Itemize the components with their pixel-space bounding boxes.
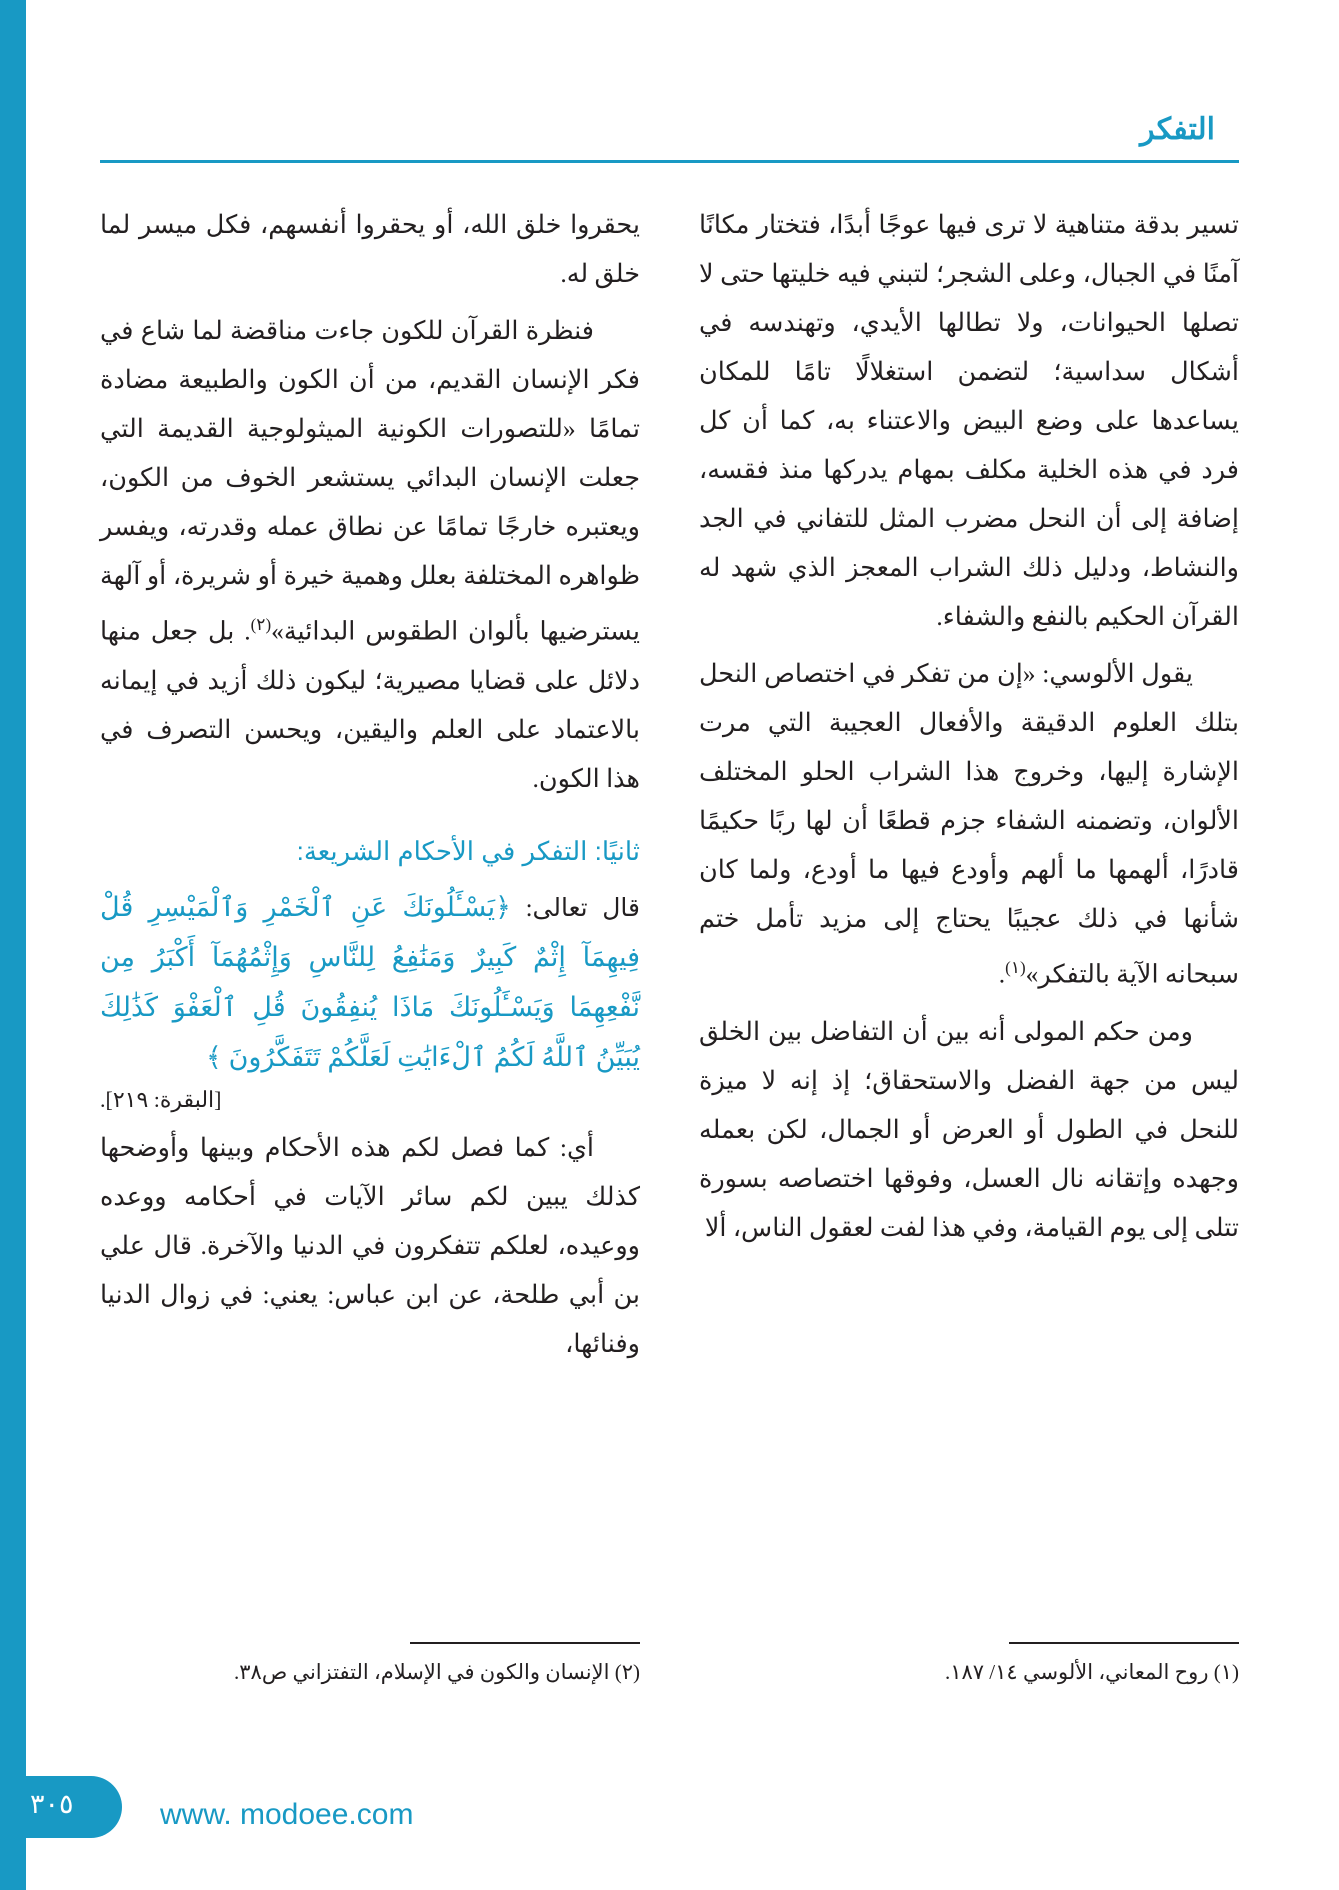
page-number: ٣٠٥ [30, 1789, 74, 1819]
verse-intro: قال تعالى: [525, 894, 640, 922]
column-right [699, 200, 1239, 1690]
footnote-block-right [699, 1628, 1239, 1690]
page-header [100, 112, 1239, 168]
footnote-marker: (١) [1005, 958, 1026, 977]
column-left [100, 200, 640, 1690]
verse-reference: [البقرة: ٢١٩]. [100, 1086, 222, 1112]
footnote-divider [1009, 1642, 1239, 1644]
header-divider [100, 160, 1239, 163]
paragraph: يقول الألوسي: «إن من تفكر في اختصاص النحل بتلك العلوم الدقيقة والأفعال العجيبة التي مرت الإشارة إليها، وخروج هذا الشراب الحلو المختلف الألوان، وتضمنه الشفاء جزم قطعًا أن لها ربًا حكيمًا قادرًا، ألهمها ما ألهم وأودع فيها ما أودع، ولما كان شأنها في ذلك عجيبًا يحتاج إلى مزيد تأمل ختم سبحانه الآية بالتفكر»$^{(١)}$. [699, 659, 1239, 989]
footnote-text: (٢) الإنسان والكون في الإسلام، التفتزاني ص٣٨. [234, 1660, 640, 1684]
paragraph: تسير بدقة متناهية لا ترى فيها عوجًا أبدًا، فتختار مكانًا آمنًا في الجبال، وعلى الشجر؛ لتبني فيه خليتها حتى لا تصلها الحيوانات، ولا تطالها الأيدي، وتهندسه في أشكال سداسية؛ لتضمن استغلالًا تامًا للمكان يساعدها على وضع البيض والاعتناء به، كما أن كل فرد في هذه الخلية مكلف بمهام يدركها منذ فقسه، إضافة إلى أن النحل مضرب المثل للتفاني في الجد والنشاط، ودليل ذلك الشراب المعجز الذي شهد له القرآن الحكيم بالنفع والشفاء. [699, 210, 1239, 631]
footnote-block-left [100, 1628, 640, 1690]
footnote-divider [410, 1642, 640, 1644]
footnote-text: (١) روح المعاني، الألوسي ١٤/ ١٨٧. [944, 1660, 1239, 1684]
verse-text: ﴿يَسْـَٔلُونَكَ عَنِ ٱلْخَمْرِ وَٱلْمَيْسِرِ قُلْ فِيهِمَآ إِثْمٌ كَبِيرٌ وَمَنَٰفِعُ لِلنَّاسِ وَإِثْمُهُمَآ أَكْبَرُ مِن نَّفْعِهِمَا وَيَسْـَٔلُونَكَ مَاذَا يُنفِقُونَ قُلِ ٱلْعَفْوَ كَذَٰلِكَ يُبَيِّنُ ٱللَّهُ لَكُمُ ٱلْءَايَٰتِ لَعَلَّكُمْ تَتَفَكَّرُونَ ﴾ [100, 891, 640, 1072]
paragraph: أي: كما فصل لكم هذه الأحكام وبينها وأوضحها كذلك يبين لكم سائر الآيات في أحكامه ووعده ووعيده، لعلكم تتفكرون في الدنيا والآخرة. قال علي بن أبي طلحة، عن ابن عباس: يعني: في زوال الدنيا وفنائها، [100, 1132, 640, 1358]
site-url[interactable]: www. modoee.com [160, 1798, 414, 1831]
page-number-badge [0, 1776, 122, 1838]
footnote-marker: (٢) [250, 615, 272, 634]
paragraph [100, 306, 640, 803]
paragraph: ومن حكم المولى أنه بين أن التفاضل بين الخلق ليس من جهة الفضل والاستحقاق؛ إذ إنه لا ميزة للنحل في الطول أو العرض أو الجمال، لكن بعمله وجهده وإتقانه نال العسل، وفوقها اختصاصه بسورة تتلى إلى يوم القيامة، وفي هذا لفت لعقول الناس، ألا [699, 1016, 1239, 1242]
page-footer [0, 1760, 1339, 1890]
content-columns [100, 200, 1239, 1690]
paragraph-text: يقول الألوسي: «إن من تفكر في اختصاص النحل بتلك العلوم الدقيقة والأفعال العجيبة التي مرت الإشارة إليها، وخروج هذا الشراب الحلو المختلف الألوان، وتضمنه الشفاء جزم قطعًا أن لها ربًا حكيمًا قادرًا، ألهمها ما ألهم وأودع فيها ما أودع، ولما كان شأنها في ذلك عجيبًا يحتاج إلى مزيد تأمل ختم سبحانه الآية بالتفكر» [699, 659, 1239, 989]
paragraph: يحقروا خلق الله، أو يحقروا أنفسهم، فكل ميسر لما خلق له. [100, 210, 640, 288]
left-accent-bar [0, 0, 26, 1890]
quran-verse [100, 883, 640, 1083]
header-title: التفكر [1140, 113, 1215, 146]
paragraph-text: فنظرة القرآن للكون جاءت مناقضة لما شاع في فكر الإنسان القديم، من أن الكون والطبيعة مضادة تمامًا «للتصورات الكونية الميثولوجية القديمة التي جعلت الإنسان البدائي يستشعر الخوف من الكون، ويعتبره خارجًا تمامًا عن نطاق عمله وقدرته، ويفسر ظواهره المختلفة بعلل وهمية خيرة أو شريرة، أو آلهة يسترضيها بألوان الطقوس البدائية» [100, 316, 640, 646]
section-subheading: ثانيًا: التفكر في الأحكام الشريعة: [296, 835, 640, 866]
paragraph-tail: . بل جعل منها دلائل على قضايا مصيرية؛ ليكون ذلك أزيد في إيمانه بالاعتماد على العلم واليقين، ويحسن التصرف في هذا الكون. [100, 616, 640, 793]
